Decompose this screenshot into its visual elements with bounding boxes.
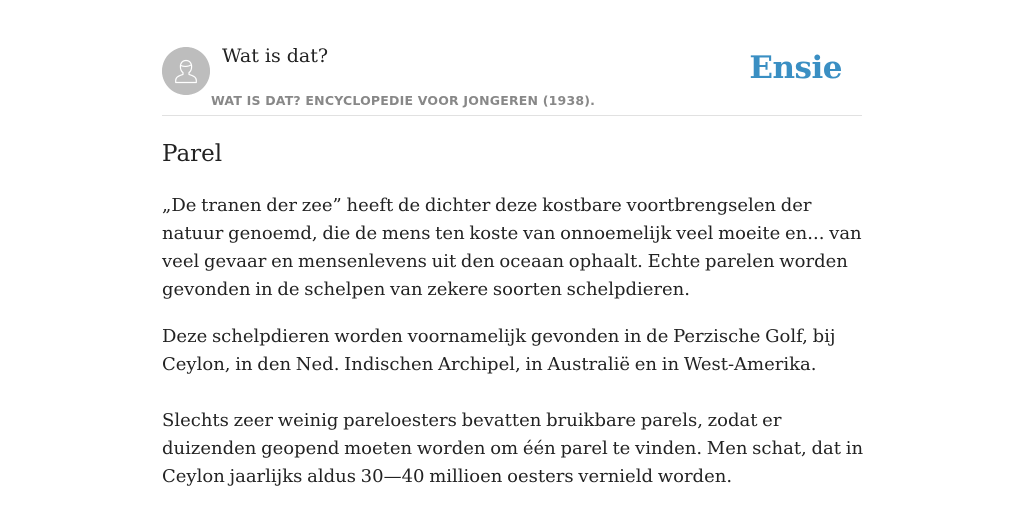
- article-title: Parel: [162, 141, 223, 167]
- article-paragraph-3: Slechts zeer weinig pareloesters bevatten bruikbare parels, zodat er duizenden geopend moeten worden om één parel te vinden. Men schat, dat in Ceylon jaarlijks aldus 30—40 millioen oesters vernield worden.: [162, 410, 864, 487]
- author-name[interactable]: Wat is dat?: [222, 45, 329, 67]
- source-citation: WAT IS DAT? ENCYCLOPEDIE VOOR JONGEREN (1938).: [211, 93, 596, 108]
- article-paragraph-2: Deze schelpdieren worden voornamelijk gevonden in de Perzische Golf, bij Ceylon, in den Ned. Indischen Archipel, in Australië en in West-Amerika.: [162, 326, 836, 375]
- article-header: [162, 0, 862, 116]
- article-body: [162, 136, 872, 491]
- article-paragraph-1: „De tranen der zee” heeft de dichter deze kostbare voortbrengselen der natuur genoemd, die de mens ten koste van onnoemelijk veel moeite en... van veel gevaar en mensenlevens uit den oceaan ophaalt. Echte parelen worden gevonden in de schelpen van zekere soorten schelpdieren.: [162, 195, 862, 300]
- avatar-graphic: [162, 47, 210, 95]
- ensie-logo[interactable]: Ensie: [749, 50, 842, 86]
- user-placeholder-icon[interactable]: [162, 47, 210, 95]
